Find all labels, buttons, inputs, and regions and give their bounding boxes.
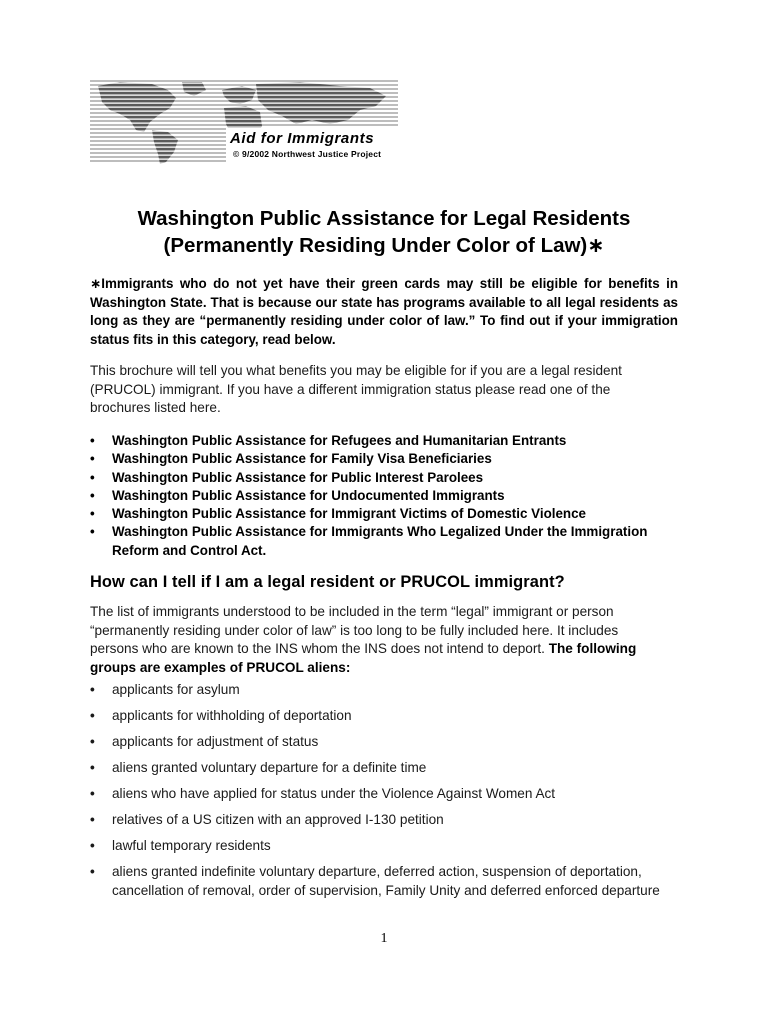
bullet-icon: • xyxy=(90,812,95,827)
group-text: aliens granted indefinite voluntary departure, deferred action, suspension of deportation, cancellation of removal, order of supervision, Family Unity and deferred enforced departure xyxy=(112,864,660,898)
brochure-title: Washington Public Assistance for Family Visa Beneficiaries xyxy=(112,451,492,467)
list-item xyxy=(90,523,670,560)
group-text: applicants for asylum xyxy=(112,682,240,697)
bullet-icon: • xyxy=(90,524,95,540)
list-item xyxy=(90,733,670,752)
page-title-line-2: (Permanently Residing Under Color of Law)∗ xyxy=(163,234,605,257)
group-text: relatives of a US citizen with an approved I-130 petition xyxy=(112,812,444,827)
group-text: lawful temporary residents xyxy=(112,838,271,853)
page-title-line-1: Washington Public Assistance for Legal Residents xyxy=(137,207,631,230)
group-text: applicants for withholding of deportation xyxy=(112,708,352,723)
list-item xyxy=(90,707,670,726)
list-item xyxy=(90,811,670,830)
list-item xyxy=(90,837,670,856)
list-item xyxy=(90,450,670,468)
list-item xyxy=(90,759,670,778)
section-paragraph-text: The list of immigrants understood to be included in the term “legal” immigrant or person “permanently residing under color of law” is too long to be fully included here. It includes persons who are known to the INS whom the INS does not intend to deport. xyxy=(90,604,619,656)
list-item xyxy=(90,487,670,505)
bullet-icon: • xyxy=(90,451,95,467)
brochure-description: This brochure will tell you what benefits you may be eligible for if you are a legal resident (PRUCOL) immigrant. If you have a different immigration status please read one of the brochures listed here. xyxy=(90,363,622,415)
bullet-icon: • xyxy=(90,469,95,485)
brochure-title: Washington Public Assistance for Immigrants Who Legalized Under the Immigration Reform and Control Act. xyxy=(112,524,648,558)
section-paragraph xyxy=(90,603,670,677)
list-item xyxy=(90,432,670,450)
section-paragraph-bold: The following groups are examples of PRUCOL aliens: xyxy=(90,641,637,675)
brochure-title: Washington Public Assistance for Refugees and Humanitarian Entrants xyxy=(112,433,567,448)
brochure-title: Washington Public Assistance for Undocumented Immigrants xyxy=(112,487,505,503)
brochure-list xyxy=(90,432,670,560)
bullet-icon: • xyxy=(90,760,95,775)
prucol-groups-list xyxy=(90,681,670,908)
section-heading: How can I tell if I am a legal resident or PRUCOL immigrant? xyxy=(90,573,565,591)
list-item xyxy=(90,681,670,700)
bullet-icon: • xyxy=(90,487,95,503)
bullet-icon: • xyxy=(90,734,95,749)
brochure-title: Washington Public Assistance for Immigrant Victims of Domestic Violence xyxy=(112,506,586,522)
list-item xyxy=(90,863,670,900)
bullet-icon: • xyxy=(90,864,95,879)
brochure-title: Washington Public Assistance for Public Interest Parolees xyxy=(112,469,484,485)
group-text: aliens who have applied for status under the Violence Against Women Act xyxy=(112,786,556,801)
bullet-icon: • xyxy=(90,786,95,801)
list-item xyxy=(90,469,670,487)
page-number: 1 xyxy=(380,931,388,946)
group-text: aliens granted voluntary departure for a definite time xyxy=(112,760,427,775)
bullet-icon: • xyxy=(90,682,95,697)
group-text: applicants for adjustment of status xyxy=(112,734,319,749)
brand-title: Aid for Immigrants xyxy=(230,130,375,147)
bullet-icon: • xyxy=(90,708,95,723)
list-item xyxy=(90,505,670,523)
intro-paragraph: ∗Immigrants who do not yet have their green cards may still be eligible for benefits in Washington State. That is because our state has programs available to all legal residents as long as they are “permanently residing under color of law.” To find out if your immigration status fits in this category, read below. xyxy=(90,276,678,347)
bullet-icon: • xyxy=(90,838,95,853)
list-item xyxy=(90,785,670,804)
bullet-icon: • xyxy=(90,506,95,522)
copyright-text: © 9/2002 Northwest Justice Project xyxy=(233,149,382,159)
bullet-icon: • xyxy=(90,433,95,448)
